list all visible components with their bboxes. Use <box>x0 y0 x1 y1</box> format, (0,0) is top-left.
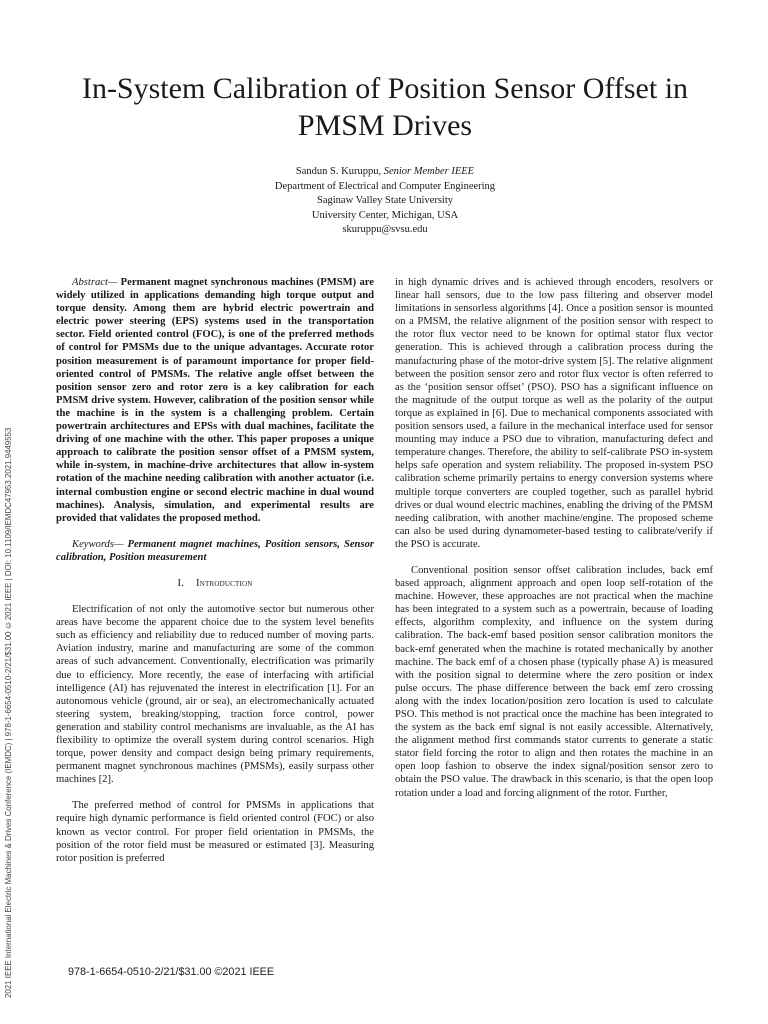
author-name-line <box>140 165 630 180</box>
author-role: Senior Member IEEE <box>383 166 475 177</box>
side-doi-strip: 2021 IEEE International Electric Machines & Drives Conference (IEMDC) | 978-1-6654-0510-2/21/$31.00 ©2021 IEEE | DOI: 10.1109/IEMDC47953.2021.9449553 <box>4 427 13 998</box>
keywords-text: Permanent magnet machines, Position sensors, Sensor calibration, Position measurement <box>56 538 374 563</box>
right-column <box>395 276 713 800</box>
author-block <box>140 165 630 238</box>
author-name: Sandun S. Kuruppu, <box>295 166 382 177</box>
paragraph: in high dynamic drives and is achieved through encoders, resolvers or linear hall sensors, due to the low pass filtering and observer model limitations in sensorless algorithms [4]. Once a position sensor is mounted on a PMSM, the relative alignment of the position sensor with respect to the rotor flux vector need to be known for optimal stator flux vector generation. This is achieved through a calibration process during the manufacturing phase of the motor-drive system [5]. The relative alignment between the position sensor zero and rotor flux vector is often referred to as the ‘position sensor offset’ (PSO). PSO has a significant influence on the magnitude of the output torque as well as the polarity of the output torque as explained in [6]. Due to mechanical components associated with position sensors used, a failure in the mechanical interface used for sensor mounting may induce a PSO due to vibration, manufacturing defect and temperature changes. Therefore, the ability to self-calibrate PSO in-system helps safe operation and system reliability. The proposed in-system PSO calibration scheme primarily pertains to energy conversion systems where multiple torque converters are coupled together, such as parallel hybrid drives or dual wound electric machines, enabling the driving of the PMSM needing calibration, with another machine/engine. The proposed scheme can also be used during dynamometer-based testing to calibrate/verify if the PSO is accurate. <box>395 277 713 550</box>
keywords-lead: Keywords— <box>72 538 124 550</box>
section-number: I. <box>177 577 185 589</box>
section-title: Introduction <box>196 577 253 589</box>
paragraph: Conventional position sensor offset calibration includes, back emf based approach, alignment approach and open loop self-rotation of the machine. However, these approaches are not practical when the machine has been integrated to a system such as a powertrain, because of loading effects, algorithm complexity, and influence on the system during calibration. The back-emf based position sensor calibration monitors the back-emf generated when the machine is rotated mechanically by another machine. The back emf of a chosen phase (typically phase A) is measured with the position signal to determine where the zero position or index pulse occurs. The phase difference between the back emf zero crossing along with the index location/position zero location is used to calculate PSO. This method is not practical once the machine has been integrated to the system as the back emf signal is not easily accessible. Alternatively, the alignment method first commands stator currents to generate a static stator field forcing the rotor to align and then rotates the machine in an open loop fashion to observe the index signal/position sensor zero to obtain the PSO value. The drawback in this scenario, is that the open loop rotation under a load and forcing alignment of the rotor. Further, <box>395 564 713 799</box>
author-department: Department of Electrical and Computer Engineering <box>274 180 496 192</box>
title-line-1: In-System Calibration of Position Sensor Offset in <box>81 72 689 105</box>
author-university: Saginaw Valley State University <box>317 195 453 206</box>
title-line-2: PMSM Drives <box>297 109 473 142</box>
abstract-lead: Abstract— <box>72 277 118 288</box>
paragraph: Electrification of not only the automotive sector but numerous other areas have become the apparent choice due to the system level benefits such as efficiency and reliability due to reduced number of moving parts. Aviation industry, marine and manufacturing are some of the common areas of such advancement. Conventionally, electrification was primarily due to efficiency. More recently, the ease of interfacing with artificial intelligence (AI) has rejuvenated the interest in electrification [1]. For an autonomous vehicle (ground, air or sea), an electromechanically actuated steering system, breaking/stopping, traction force control, power generation and stability control mechanisms are invaluable, as the AI has flexibility to optimize the overall system during control scenarios. High torque, power density and compact design being primary requirements, permanent magnet synchronous machines (PMSMs), easily surpass other machines [2]. <box>56 604 374 786</box>
keywords <box>56 538 374 564</box>
abstract-text: Permanent magnet synchronous machines (PMSM) are widely utilized in applications demanding high torque output and torque density. Among them are hybrid electric powertrain and electric power steering (EPS) systems used in the transportation sector. Field oriented control (FOC), is one of the preferred methods of control for PMSMs due to the unique advantages. Accurate rotor position measurement is of paramount importance for proper field-oriented control of PMSMs. The relative angle offset between the position sensor zero and rotor zero is a key calibration for each PMSM drive system. However, calibration of the position sensor while the machine is in the system is a challenging problem. Certain powertrain architectures and EPSs with dual machines, facilitate the driving of one machine with the other. This paper proposes a unique approach to calibrate the position sensor offset of a PMSM system, while in-system, in machine-drive architectures that allow in-system rotation of the machine needing calibration with another actuator (i.e. internal combustion engine or second electric machine in dual wound machines). Analysis, simulation, and experimental results are provided that validates the proposed method. <box>56 277 374 524</box>
abstract <box>56 276 374 525</box>
footer-copyright: 978-1-6654-0510-2/21/$31.00 ©2021 IEEE <box>68 966 275 978</box>
left-column <box>56 276 374 865</box>
paragraph: The preferred method of control for PMSMs in applications that require high dynamic performance is field oriented control (FOC) or also known as vector control. For proper field orientation in PMSMs, the position of the rotor field must be measured or estimated [3]. Measuring rotor position is preferred <box>56 800 374 864</box>
section-heading-introduction <box>56 577 374 590</box>
paper-title <box>40 70 730 144</box>
author-location: University Center, Michigan, USA <box>311 209 459 221</box>
author-email[interactable]: skuruppu@svsu.edu <box>342 224 428 235</box>
